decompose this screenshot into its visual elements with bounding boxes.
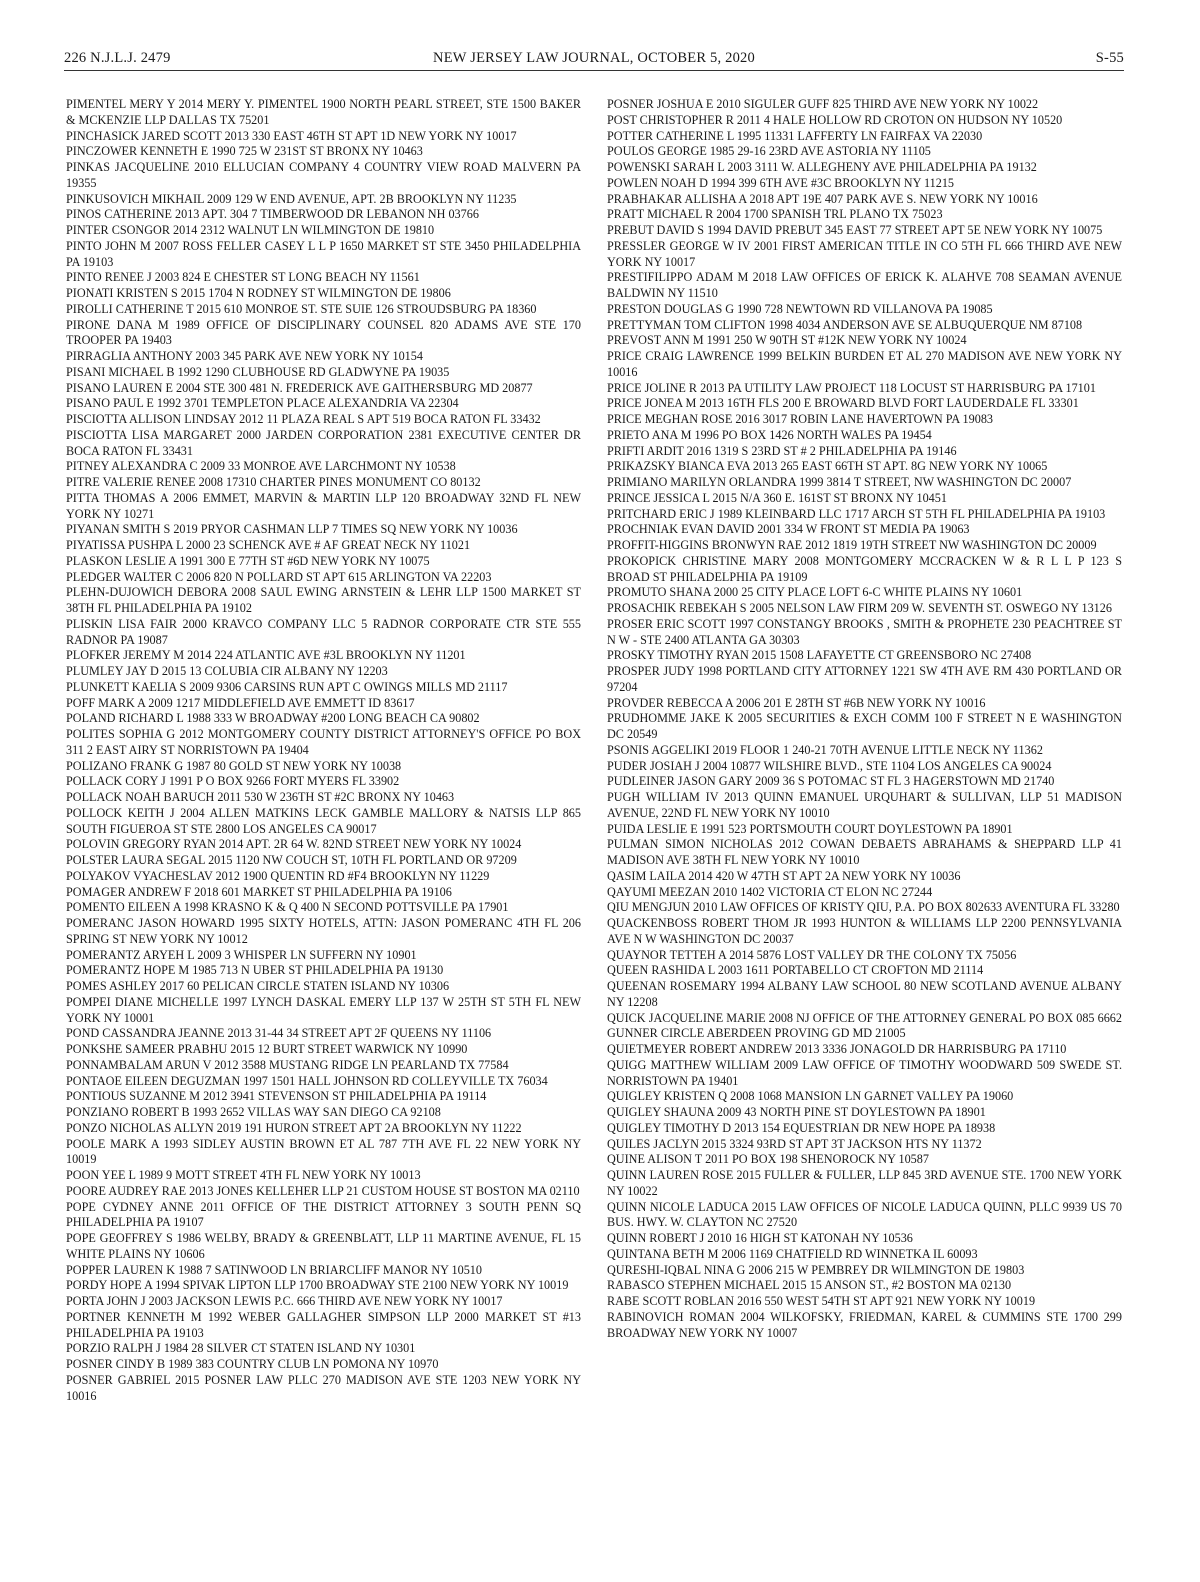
attorney-listing-entry: PRESTON DOUGLAS G 1990 728 NEWTOWN RD VILLANOVA PA 19085 [607,301,993,316]
attorney-listing-entry: PITRE VALERIE RENEE 2008 17310 CHARTER PINES MONUMENT CO 80132 [66,475,481,489]
attorney-listing-entry: PORTNER KENNETH M 1992 WEBER GALLAGHER SIMPSON LLP 2000 MARKET ST #13 PHILADELPHIA PA 19103 [66,1309,581,1340]
attorney-listing-entry: POSNER GABRIEL 2015 POSNER LAW PLLC 270 MADISON AVE STE 1203 NEW YORK NY 10016 [66,1372,581,1403]
attorney-listing-entry: POWENSKI SARAH L 2003 3111 W. ALLEGHENY AVE PHILADELPHIA PA 19132 [607,160,1037,174]
page-header [64,48,1124,71]
attorney-listing-entry: PRATT MICHAEL R 2004 1700 SPANISH TRL PLANO TX 75023 [607,207,943,222]
attorney-listing-entry: PROSER ERIC SCOTT 1997 CONSTANGY BROOKS , SMITH & PROPHETE 230 PEACHTREE ST N W - STE 2400 ATLANTA GA 30303 [607,616,1122,647]
attorney-listing-entry: POTTER CATHERINE L 1995 11331 LAFFERTY LN FAIRFAX VA 22030 [607,128,983,143]
attorney-listing-entry: QUIGLEY KRISTEN Q 2008 1068 MANSION LN GARNET VALLEY PA 19060 [607,1089,1014,1104]
attorney-listing-entry: POULOS GEORGE 1985 29-16 23RD AVE ASTORIA NY 11105 [607,144,931,159]
attorney-listing-entry: QIU MENGJUN 2010 LAW OFFICES OF KRISTY QIU, P.A. PO BOX 802633 AVENTURA FL 33280 [607,900,1120,915]
attorney-listing-entry: PLUNKETT KAELIA S 2009 9306 CARSINS RUN APT C OWINGS MILLS MD 21117 [66,679,508,694]
attorney-listing-entry: PLEHN-DUJOWICH DEBORA 2008 SAUL EWING ARNSTEIN & LEHR LLP 1500 MARKET ST 38TH FL PHILADELPHIA PA 19102 [66,585,581,615]
attorney-listing-entry: PROSPER JUDY 1998 PORTLAND CITY ATTORNEY 1221 SW 4TH AVE RM 430 PORTLAND OR 97204 [607,664,1122,694]
attorney-listing-entry: PINTER CSONGOR 2014 2312 WALNUT LN WILMINGTON DE 19810 [66,223,435,237]
attorney-listing-entry: POPPER LAUREN K 1988 7 SATINWOOD LN BRIARCLIFF MANOR NY 10510 [66,1262,482,1277]
attorney-listing-entry: POLAND RICHARD L 1988 333 W BROADWAY #200 LONG BEACH CA 90802 [66,711,480,726]
attorney-listing-entry: PIYANAN SMITH S 2019 PRYOR CASHMAN LLP 7 TIMES SQ NEW YORK NY 10036 [66,522,518,537]
attorney-listing-entry: PULMAN SIMON NICHOLAS 2012 COWAN DEBAETS ABRAHAMS & SHEPPARD LLP 41 MADISON AVE 38TH FL NEW YORK NY 10010 [607,837,1122,867]
attorney-listing-entry: PROMUTO SHANA 2000 25 CITY PLACE LOFT 6-C WHITE PLAINS NY 10601 [607,585,1023,600]
attorney-listing-entry: QAYUMI MEEZAN 2010 1402 VICTORIA CT ELON NC 27244 [607,884,933,899]
attorney-listing-entry: PRETTYMAN TOM CLIFTON 1998 4034 ANDERSON AVE SE ALBUQUERQUE NM 87108 [607,317,1083,332]
attorney-listing-entry: QUINTANA BETH M 2006 1169 CHATFIELD RD WINNETKA IL 60093 [607,1246,978,1261]
attorney-listing-entry: PISANI MICHAEL B 1992 1290 CLUBHOUSE RD GLADWYNE PA 19035 [66,364,450,379]
attorney-listing-entry: PIROLLI CATHERINE T 2015 610 MONROE ST. STE SUIE 126 STROUDSBURG PA 18360 [66,301,537,316]
attorney-listing-entry: POLLACK CORY J 1991 P O BOX 9266 FORT MYERS FL 33902 [66,774,400,789]
attorney-listing-entry: QUAYNOR TETTEH A 2014 5876 LOST VALLEY DR THE COLONY TX 75056 [607,947,1017,962]
attorney-listing-entry: PUGH WILLIAM IV 2013 QUINN EMANUEL URQUHART & SULLIVAN, LLP 51 MADISON AVENUE, 22ND FL NEW YORK NY 10010 [607,790,1122,820]
attorney-listing-entry: POPE CYDNEY ANNE 2011 OFFICE OF THE DISTRICT ATTORNEY 3 SOUTH PENN SQ PHILADELPHIA PA 19107 [66,1199,581,1230]
publication-title: NEW JERSEY LAW JOURNAL, OCTOBER 5, 2020 [433,50,755,66]
attorney-listing-entry: PISANO LAUREN E 2004 STE 300 481 N. FREDERICK AVE GAITHERSBURG MD 20877 [66,380,533,395]
attorney-listing-entry: POWLEN NOAH D 1994 399 6TH AVE #3C BROOKLYN NY 11215 [607,175,955,190]
attorney-listing-entry: QURESHI-IQBAL NINA G 2006 215 W PEMBREY DR WILMINGTON DE 19803 [607,1262,1025,1277]
attorney-listing-entry: QUIGLEY SHAUNA 2009 43 NORTH PINE ST DOYLESTOWN PA 18901 [607,1105,986,1119]
attorney-listing-entry: POMERANTZ HOPE M 1985 713 N UBER ST PHILADELPHIA PA 19130 [66,963,444,978]
attorney-listing-entry: POLLOCK KEITH J 2004 ALLEN MATKINS LECK GAMBLE MALLORY & NATSIS LLP 865 SOUTH FIGUEROA ST STE 2800 LOS ANGELES CA 90017 [66,805,581,836]
attorney-listing-entry: PINKUSOVICH MIKHAIL 2009 129 W END AVENUE, APT. 2B BROOKLYN NY 11235 [66,191,517,206]
attorney-listing-entry: POLYAKOV VYACHESLAV 2012 1900 QUENTIN RD #F4 BROOKLYN NY 11229 [66,868,490,883]
attorney-listing-entry: PRITCHARD ERIC J 1989 KLEINBARD LLC 1717 ARCH ST 5TH FL PHILADELPHIA PA 19103 [607,506,1106,521]
attorney-listing-entry: QUINE ALISON T 2011 PO BOX 198 SHENOROCK NY 10587 [607,1152,929,1167]
attorney-listing-entry: PRESSLER GEORGE W IV 2001 FIRST AMERICAN TITLE IN CO 5TH FL 666 THIRD AVE NEW YORK NY 10017 [607,238,1122,269]
attorney-listing-entry: PIYATISSA PUSHPA L 2000 23 SCHENCK AVE # AF GREAT NECK NY 11021 [66,538,471,552]
attorney-listing-entry: PORTA JOHN J 2003 JACKSON LEWIS P.C. 666 THIRD AVE NEW YORK NY 10017 [66,1294,503,1308]
attorney-listing-entry: PRIFTI ARDIT 2016 1319 S 23RD ST # 2 PHILADELPHIA PA 19146 [607,443,957,458]
attorney-listing-entry: PRICE JOLINE R 2013 PA UTILITY LAW PROJECT 118 LOCUST ST HARRISBURG PA 17101 [607,380,1096,395]
attorney-listing-entry: PLOFKER JEREMY M 2014 224 ATLANTIC AVE #3L BROOKLYN NY 11201 [66,648,466,663]
attorney-listing-entry: QUIGG MATTHEW WILLIAM 2009 LAW OFFICE OF TIMOTHY WOODWARD 509 SWEDE ST. NORRISTOWN PA 19401 [607,1057,1122,1088]
attorney-listing-entry: PORZIO RALPH J 1984 28 SILVER CT STATEN ISLAND NY 10301 [66,1341,416,1356]
attorney-listing-entry: PRICE MEGHAN ROSE 2016 3017 ROBIN LANE HAVERTOWN PA 19083 [607,412,994,426]
attorney-listing-entry: POFF MARK A 2009 1217 MIDDLEFIELD AVE EMMETT ID 83617 [66,695,415,710]
right-column [607,97,1122,1341]
attorney-listing-entry: PONKSHE SAMEER PRABHU 2015 12 BURT STREET WARWICK NY 10990 [66,1042,468,1056]
attorney-listing-entry: QASIM LAILA 2014 420 W 47TH ST APT 2A NEW YORK NY 10036 [607,868,961,883]
attorney-listing-entry: POLOVIN GREGORY RYAN 2014 APT. 2R 64 W. 82ND STREET NEW YORK NY 10024 [66,837,522,852]
attorney-listing-entry: PONTAOE EILEEN DEGUZMAN 1997 1501 HALL JOHNSON RD COLLEYVILLE TX 76034 [66,1073,548,1088]
attorney-listing-entry: PITTA THOMAS A 2006 EMMET, MARVIN & MARTIN LLP 120 BROADWAY 32ND FL NEW YORK NY 10271 [66,490,581,521]
attorney-listing-entry: POMERANC JASON HOWARD 1995 SIXTY HOTELS, ATTN: JASON POMERANC 4TH FL 206 SPRING ST NEW YORK NY 10012 [66,916,581,946]
attorney-listing-entry: POMENTO EILEEN A 1998 KRASNO K & Q 400 N SECOND POTTSVILLE PA 17901 [66,900,509,915]
attorney-listing-entry: POST CHRISTOPHER R 2011 4 HALE HOLLOW RD CROTON ON HUDSON NY 10520 [607,112,1063,127]
attorney-listing-entry: POOLE MARK A 1993 SIDLEY AUSTIN BROWN ET AL 787 7TH AVE FL 22 NEW YORK NY 10019 [66,1136,581,1167]
attorney-listing-entry: QUEEN RASHIDA L 2003 1611 PORTABELLO CT CROFTON MD 21114 [607,963,984,978]
attorney-listing-entry: PLUMLEY JAY D 2015 13 COLUBIA CIR ALBANY NY 12203 [66,664,388,678]
attorney-listing-entry: PLASKON LESLIE A 1991 300 E 77TH ST #6D NEW YORK NY 10075 [66,553,430,568]
attorney-listing-entry: PROVDER REBECCA A 2006 201 E 28TH ST #6B NEW YORK NY 10016 [607,695,986,710]
attorney-listing-entry: POSNER CINDY B 1989 383 COUNTRY CLUB LN POMONA NY 10970 [66,1357,439,1371]
attorney-listing-entry: POLITES SOPHIA G 2012 MONTGOMERY COUNTY DISTRICT ATTORNEY'S OFFICE PO BOX 311 2 EAST AIRY ST NORRISTOWN PA 19404 [66,727,581,757]
attorney-listing-entry: POON YEE L 1989 9 MOTT STREET 4TH FL NEW YORK NY 10013 [66,1168,421,1182]
attorney-listing-entry: QUIGLEY TIMOTHY D 2013 154 EQUESTRIAN DR NEW HOPE PA 18938 [607,1120,996,1135]
attorney-listing-entry: POLLACK NOAH BARUCH 2011 530 W 236TH ST #2C BRONX NY 10463 [66,790,455,804]
page-number: S-55 [1095,50,1124,66]
attorney-listing-entry: PLISKIN LISA FAIR 2000 KRAVCO COMPANY LLC 5 RADNOR CORPORATE CTR STE 555 RADNOR PA 19087 [66,616,581,647]
attorney-listing-entry: POMAGER ANDREW F 2018 601 MARKET ST PHILADELPHIA PA 19106 [66,884,452,899]
attorney-listing-entry: POPE GEOFFREY S 1986 WELBY, BRADY & GREENBLATT, LLP 11 MARTINE AVENUE, FL 15 WHITE PLAINS NY 10606 [66,1231,581,1261]
attorney-listing-entry: POLSTER LAURA SEGAL 2015 1120 NW COUCH ST, 10TH FL PORTLAND OR 97209 [66,853,517,867]
attorney-listing-entry: PROSACHIK REBEKAH S 2005 NELSON LAW FIRM 209 W. SEVENTH ST. OSWEGO NY 13126 [607,601,1112,615]
attorney-listing-entry: PREVOST ANN M 1991 250 W 90TH ST #12K NEW YORK NY 10024 [607,333,967,348]
attorney-listing-entry: PIMENTEL MERY Y 2014 MERY Y. PIMENTEL 1900 NORTH PEARL STREET, STE 1500 BAKER & MCKENZIE LLP DALLAS TX 75201 [66,97,581,127]
attorney-listing-entry: PSONIS AGGELIKI 2019 FLOOR 1 240-21 70TH AVENUE LITTLE NECK NY 11362 [607,742,1043,757]
attorney-listing-entry: PISCIOTTA LISA MARGARET 2000 JARDEN CORPORATION 2381 EXECUTIVE CENTER DR BOCA RATON FL 33431 [66,427,581,458]
attorney-listing-entry: PRABHAKAR ALLISHA A 2018 APT 19E 407 PARK AVE S. NEW YORK NY 10016 [607,191,1038,206]
attorney-listing-entry: QUEENAN ROSEMARY 1994 ALBANY LAW SCHOOL 80 NEW SCOTLAND AVENUE ALBANY NY 12208 [607,979,1122,1009]
attorney-listing-entry: PINTO RENEE J 2003 824 E CHESTER ST LONG BEACH NY 11561 [66,270,420,285]
attorney-listing-entry: PISCIOTTA ALLISON LINDSAY 2012 11 PLAZA REAL S APT 519 BOCA RATON FL 33432 [66,412,541,426]
attorney-listing-entry: QUINN LAUREN ROSE 2015 FULLER & FULLER, LLP 845 3RD AVENUE STE. 1700 NEW YORK NY 10022 [607,1168,1122,1198]
attorney-listing-entry: QUILES JACLYN 2015 3324 93RD ST APT 3T JACKSON HTS NY 11372 [607,1136,982,1151]
page-citation: 226 N.J.L.J. 2479 [64,50,171,66]
attorney-listing-entry: PROSKY TIMOTHY RYAN 2015 1508 LAFAYETTE CT GREENSBORO NC 27408 [607,648,1032,663]
attorney-listing-entry: PONZIANO ROBERT B 1993 2652 VILLAS WAY SAN DIEGO CA 92108 [66,1105,441,1119]
attorney-listing-entry: PINCZOWER KENNETH E 1990 725 W 231ST ST BRONX NY 10463 [66,144,423,159]
attorney-listing-entry: POND CASSANDRA JEANNE 2013 31-44 34 STREET APT 2F QUEENS NY 11106 [66,1026,492,1041]
attorney-listing-entry: PRIETO ANA M 1996 PO BOX 1426 NORTH WALES PA 19454 [607,427,932,442]
attorney-listing-entry: POSNER JOSHUA E 2010 SIGULER GUFF 825 THIRD AVE NEW YORK NY 10022 [607,97,1039,111]
attorney-listing-entry: PIRRAGLIA ANTHONY 2003 345 PARK AVE NEW YORK NY 10154 [66,349,423,363]
attorney-listing-entry: RABE SCOTT ROBLAN 2016 550 WEST 54TH ST APT 921 NEW YORK NY 10019 [607,1294,1036,1308]
attorney-listing-entry: POMPEI DIANE MICHELLE 1997 LYNCH DASKAL EMERY LLP 137 W 25TH ST 5TH FL NEW YORK NY 10001 [66,994,581,1025]
attorney-listing-entry: RABINOVICH ROMAN 2004 WILKOFSKY, FRIEDMAN, KAREL & CUMMINS STE 1700 299 BROADWAY NEW YORK NY 10007 [607,1309,1122,1340]
attorney-listing-entry: PRINCE JESSICA L 2015 N/A 360 E. 161ST ST BRONX NY 10451 [607,490,947,505]
attorney-listing-entry: PRUDHOMME JAKE K 2005 SECURITIES & EXCH COMM 100 F STREET N E WASHINGTON DC 20549 [607,711,1122,741]
attorney-listing-entry: POMES ASHLEY 2017 60 PELICAN CIRCLE STATEN ISLAND NY 10306 [66,979,450,993]
attorney-listing-entry: PRESTIFILIPPO ADAM M 2018 LAW OFFICES OF ERICK K. ALAHVE 708 SEAMAN AVENUE BALDWIN NY 11510 [607,270,1122,300]
attorney-listing-entry: PIONATI KRISTEN S 2015 1704 N RODNEY ST WILMINGTON DE 19806 [66,286,451,300]
left-column [66,97,581,1404]
attorney-listing-entry: PRIMIANO MARILYN ORLANDRA 1999 3814 T STREET, NW WASHINGTON DC 20007 [607,475,1072,489]
attorney-listing-entry: PIRONE DANA M 1989 OFFICE OF DISCIPLINARY COUNSEL 820 ADAMS AVE STE 170 TROOPER PA 19403 [66,317,581,348]
attorney-listing-entry: PITNEY ALEXANDRA C 2009 33 MONROE AVE LARCHMONT NY 10538 [66,459,456,474]
attorney-listing-entry: POLIZANO FRANK G 1987 80 GOLD ST NEW YORK NY 10038 [66,758,402,773]
attorney-listing-entry: PINTO JOHN M 2007 ROSS FELLER CASEY L L P 1650 MARKET ST STE 3450 PHILADELPHIA PA 19103 [66,238,581,269]
attorney-listing-entry: PONZO NICHOLAS ALLYN 2019 191 HURON STREET APT 2A BROOKLYN NY 11222 [66,1120,522,1135]
attorney-listing-entry: PRICE CRAIG LAWRENCE 1999 BELKIN BURDEN ET AL 270 MADISON AVE NEW YORK NY 10016 [607,349,1122,379]
attorney-listing-entry: QUICK JACQUELINE MARIE 2008 NJ OFFICE OF THE ATTORNEY GENERAL PO BOX 085 6662 GUNNER CIRCLE ABERDEEN PROVING GD MD 21005 [607,1010,1122,1041]
attorney-listing-entry: PRICE JONEA M 2013 16TH FLS 200 E BROWARD BLVD FORT LAUDERDALE FL 33301 [607,396,1079,411]
attorney-listing-entry: QUINN NICOLE LADUCA 2015 LAW OFFICES OF NICOLE LADUCA QUINN, PLLC 9939 US 70 BUS. HWY. W. CLAYTON NC 27520 [607,1199,1122,1230]
attorney-listing-entry: RABASCO STEPHEN MICHAEL 2015 15 ANSON ST., #2 BOSTON MA 02130 [607,1278,1012,1293]
attorney-listing-entry: PROFFIT-HIGGINS BRONWYN RAE 2012 1819 19TH STREET NW WASHINGTON DC 20009 [607,538,1097,552]
attorney-listing-entry: QUIETMEYER ROBERT ANDREW 2013 3336 JONAGOLD DR HARRISBURG PA 17110 [607,1042,1067,1056]
attorney-listing-entry: QUINN ROBERT J 2010 16 HIGH ST KATONAH NY 10536 [607,1231,913,1245]
attorney-listing-entry: POORE AUDREY RAE 2013 JONES KELLEHER LLP 21 CUSTOM HOUSE ST BOSTON MA 02110 [66,1183,580,1198]
attorney-listing-entry: PINOS CATHERINE 2013 APT. 304 7 TIMBERWOOD DR LEBANON NH 03766 [66,207,479,222]
attorney-listing-entry: PRIKAZSKY BIANCA EVA 2013 265 EAST 66TH ST APT. 8G NEW YORK NY 10065 [607,459,1048,474]
attorney-listing-entry: PROCHNIAK EVAN DAVID 2001 334 W FRONT ST MEDIA PA 19063 [607,522,970,537]
attorney-listing-entry: PUDLEINER JASON GARY 2009 36 S POTOMAC ST FL 3 HAGERSTOWN MD 21740 [607,774,1055,789]
attorney-listing-entry: PINCHASICK JARED SCOTT 2013 330 EAST 46TH ST APT 1D NEW YORK NY 10017 [66,128,517,143]
attorney-listing-entry: PREBUT DAVID S 1994 DAVID PREBUT 345 EAST 77 STREET APT 5E NEW YORK NY 10075 [607,223,1103,237]
attorney-listing-entry: PONNAMBALAM ARUN V 2012 3588 MUSTANG RIDGE LN PEARLAND TX 77584 [66,1057,509,1072]
attorney-listing-entry: PORDY HOPE A 1994 SPIVAK LIPTON LLP 1700 BROADWAY STE 2100 NEW YORK NY 10019 [66,1278,569,1293]
attorney-listing-entry: QUACKENBOSS ROBERT THOM JR 1993 HUNTON & WILLIAMS LLP 2200 PENNSYLVANIA AVE N W WASHINGTON DC 20037 [607,916,1122,946]
attorney-listing-entry: PLEDGER WALTER C 2006 820 N POLLARD ST APT 615 ARLINGTON VA 22203 [66,569,492,584]
attorney-listing-entry: PROKOPICK CHRISTINE MARY 2008 MONTGOMERY MCCRACKEN W & R L L P 123 S BROAD ST PHILADELPHIA PA 19109 [607,553,1122,584]
attorney-listing-entry: POMERANTZ ARYEH L 2009 3 WHISPER LN SUFFERN NY 10901 [66,947,417,962]
attorney-listing-entry: PUDER JOSIAH J 2004 10877 WILSHIRE BLVD., STE 1104 LOS ANGELES CA 90024 [607,758,1052,773]
attorney-listing-entry: PUIDA LESLIE E 1991 523 PORTSMOUTH COURT DOYLESTOWN PA 18901 [607,821,1013,836]
attorney-listing-entry: PISANO PAUL E 1992 3701 TEMPLETON PLACE ALEXANDRIA VA 22304 [66,396,459,411]
attorney-listing-entry: PINKAS JACQUELINE 2010 ELLUCIAN COMPANY 4 COUNTRY VIEW ROAD MALVERN PA 19355 [66,160,581,190]
attorney-listing-entry: PONTIOUS SUZANNE M 2012 3941 STEVENSON ST PHILADELPHIA PA 19114 [66,1089,487,1104]
